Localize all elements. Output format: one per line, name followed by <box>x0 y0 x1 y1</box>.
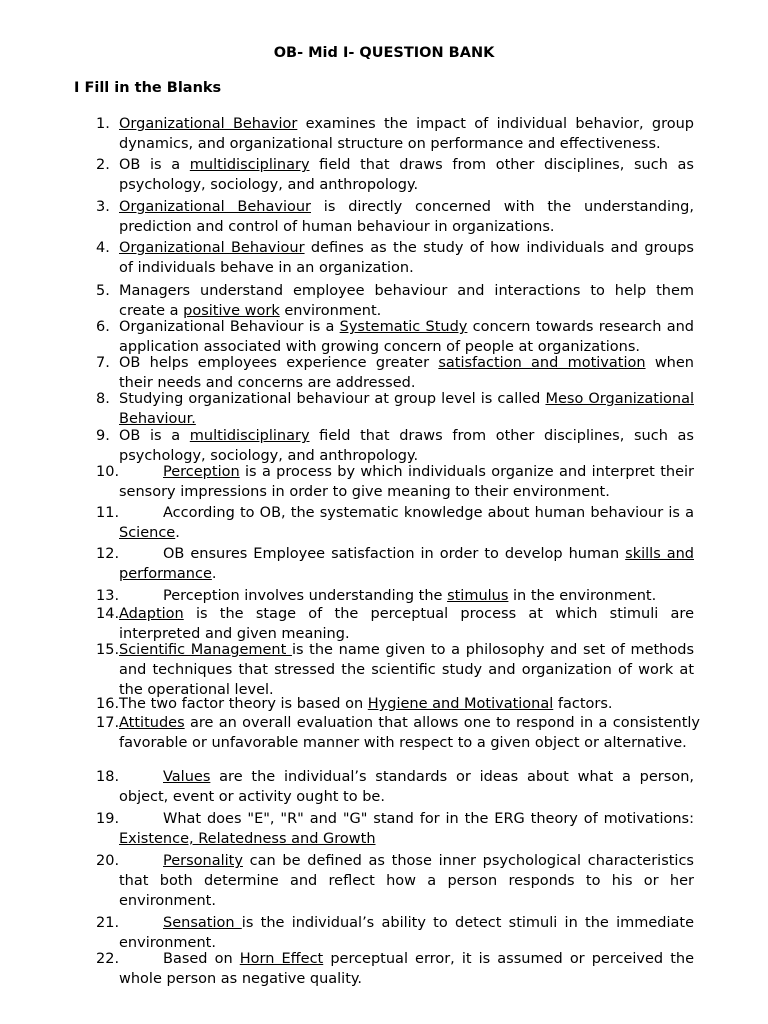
question-fragment: Based on <box>163 951 240 967</box>
question-fragment: is a process by which individuals organize and interpret their sensory impressions in order to give meaning to their environment. <box>119 464 694 500</box>
question-item <box>96 713 700 753</box>
question-fragment: field that draws from other disciplines, such as psychology, sociology, and anthropology. <box>119 428 694 464</box>
question-fragment: are an overall evaluation that allows one to respond in a consistently favorable or unfavorable manner with respect to a given object or alternative. <box>119 715 700 751</box>
question-number: 16. <box>96 696 120 712</box>
question-number: 22. <box>96 951 120 967</box>
question-text <box>119 713 700 753</box>
question-item <box>96 809 694 849</box>
question-fragment: OB helps employees experience greater <box>119 355 439 371</box>
answer-blank: Organizational Behavior <box>119 116 298 132</box>
question-item <box>96 544 694 584</box>
question-number: 21. <box>96 915 120 931</box>
question-fragment: is the individual’s ability to detect stimuli in the immediate environment. <box>119 915 695 951</box>
question-text <box>119 949 694 989</box>
question-text <box>119 462 694 502</box>
question-fragment: Studying organizational behaviour at group level is called <box>119 391 546 407</box>
question-fragment: Perception involves understanding the <box>163 588 448 604</box>
question-text <box>119 281 694 321</box>
question-item <box>96 694 694 714</box>
question-text <box>119 913 694 953</box>
question-fragment: are the individual’s standards or ideas about what a person, object, event or activity ought to be. <box>119 769 694 805</box>
section-heading: I Fill in the Blanks <box>74 80 222 96</box>
question-text <box>119 238 694 278</box>
question-fragment: when their needs and concerns are addressed. <box>119 355 694 391</box>
question-item <box>96 317 694 357</box>
answer-blank: Sensation <box>163 915 242 931</box>
question-fragment: field that draws from other disciplines, such as psychology, sociology, and anthropology. <box>119 157 694 193</box>
question-text <box>119 317 694 357</box>
question-text <box>119 503 694 543</box>
question-fragment: Organizational Behaviour is a <box>119 319 340 335</box>
answer-blank: Meso Organizational Behaviour. <box>119 391 694 427</box>
answer-blank: Perception <box>163 464 240 480</box>
question-fragment: OB ensures Employee satisfaction in order to develop human <box>163 546 626 562</box>
question-fragment: is directly concerned with the understanding, prediction and control of human behaviour in organizations. <box>119 199 694 235</box>
question-text <box>119 544 694 584</box>
answer-blank: Organizational Behaviour <box>119 199 311 215</box>
question-item <box>96 426 694 466</box>
question-fragment: defines as the study of how individuals and groups of individuals behave in an organization. <box>119 240 694 276</box>
question-fragment: . <box>211 566 217 582</box>
question-fragment: in the environment. <box>508 588 657 604</box>
question-number: 7. <box>96 355 110 371</box>
answer-blank: Systematic Study <box>339 319 468 335</box>
question-item <box>96 604 694 644</box>
answer-blank: Organizational Behaviour <box>119 240 305 256</box>
answer-blank: Adaption <box>119 606 184 622</box>
question-item <box>96 949 694 989</box>
question-item <box>96 114 694 154</box>
answer-blank: Horn Effect <box>239 951 324 967</box>
answer-blank: satisfaction and motivation <box>438 355 646 371</box>
page-title: OB- Mid I- QUESTION BANK <box>273 45 495 61</box>
question-fragment: . <box>175 525 180 541</box>
answer-blank: skills and performance <box>119 546 695 582</box>
question-fragment: OB is a <box>119 428 190 444</box>
question-number: 2. <box>96 157 110 173</box>
question-item <box>96 389 694 429</box>
question-fragment: concern towards research and application associated with growing concern of people at organizations. <box>119 319 694 355</box>
answer-blank: Personality <box>163 853 243 869</box>
question-text <box>119 155 694 195</box>
question-number: 18. <box>96 769 120 785</box>
question-text <box>119 586 694 606</box>
question-item <box>96 503 694 543</box>
question-item <box>96 281 694 321</box>
question-item <box>96 851 694 911</box>
question-number: 10. <box>96 464 120 480</box>
question-fragment: The two factor theory is based on <box>119 696 368 712</box>
question-item <box>96 353 694 393</box>
question-number: 19. <box>96 811 120 827</box>
question-number: 9. <box>96 428 110 444</box>
question-number: 8. <box>96 391 110 407</box>
question-number: 20. <box>96 853 120 869</box>
question-item <box>96 155 694 195</box>
answer-blank: Attitudes <box>119 715 185 731</box>
question-text <box>119 604 694 644</box>
question-number: 13. <box>96 588 120 604</box>
question-text <box>119 197 694 237</box>
question-fragment: is the stage of the perceptual process at which stimuli are interpreted and given meaning. <box>119 606 694 642</box>
question-fragment: OB is a <box>119 157 190 173</box>
question-text <box>119 640 694 700</box>
question-text <box>119 426 694 466</box>
question-fragment: What does "E", "R" and "G" stand for in the ERG theory of motivations: <box>163 811 694 827</box>
question-text <box>119 114 694 154</box>
answer-blank: Hygiene and Motivational <box>367 696 554 712</box>
answer-blank: Values <box>163 769 211 785</box>
question-item <box>96 197 694 237</box>
question-text <box>119 353 694 393</box>
answer-blank: multidisciplinary <box>189 157 310 173</box>
question-item <box>96 586 694 606</box>
question-fragment: examines the impact of individual behavior, group dynamics, and organizational structure on performance and effectiveness. <box>119 116 695 152</box>
question-item <box>96 462 694 502</box>
question-item <box>96 640 694 700</box>
question-item <box>96 238 694 278</box>
question-text <box>119 809 694 849</box>
question-fragment: According to OB, the systematic knowledge about human behaviour is a <box>163 505 694 521</box>
question-text <box>119 389 694 429</box>
question-number: 11. <box>96 505 120 521</box>
question-fragment: factors. <box>553 696 613 712</box>
question-fragment: environment. <box>279 303 382 319</box>
question-fragment: can be defined as those inner psychological characteristics that both determine and reflect how a person responds to his or her environment. <box>119 853 694 909</box>
question-text <box>119 694 694 714</box>
question-number: 6. <box>96 319 110 335</box>
question-fragment: perceptual error, it is assumed or perceived the whole person as negative quality. <box>119 951 695 987</box>
answer-blank: Science <box>119 525 176 541</box>
question-number: 12. <box>96 546 120 562</box>
answer-blank: positive work <box>183 303 280 319</box>
question-number: 1. <box>96 116 110 132</box>
answer-blank: multidisciplinary <box>189 428 310 444</box>
question-number: 15. <box>96 642 120 658</box>
question-text <box>119 851 694 911</box>
question-number: 4. <box>96 240 110 256</box>
question-item <box>96 913 694 953</box>
question-number: 17. <box>96 715 120 731</box>
question-number: 3. <box>96 199 110 215</box>
answer-blank: stimulus <box>447 588 509 604</box>
question-number: 5. <box>96 283 110 299</box>
question-fragment: is the name given to a philosophy and set of methods and techniques that stressed the scientific study and organization of work at the operational level. <box>119 642 694 698</box>
question-fragment: Managers understand employee behaviour and interactions to help them create a <box>119 283 694 319</box>
answer-blank: Scientific Management <box>119 642 292 658</box>
answer-blank: Existence, Relatedness and Growth <box>119 831 376 847</box>
question-number: 14. <box>96 606 120 622</box>
question-item <box>96 767 694 807</box>
question-text <box>119 767 694 807</box>
